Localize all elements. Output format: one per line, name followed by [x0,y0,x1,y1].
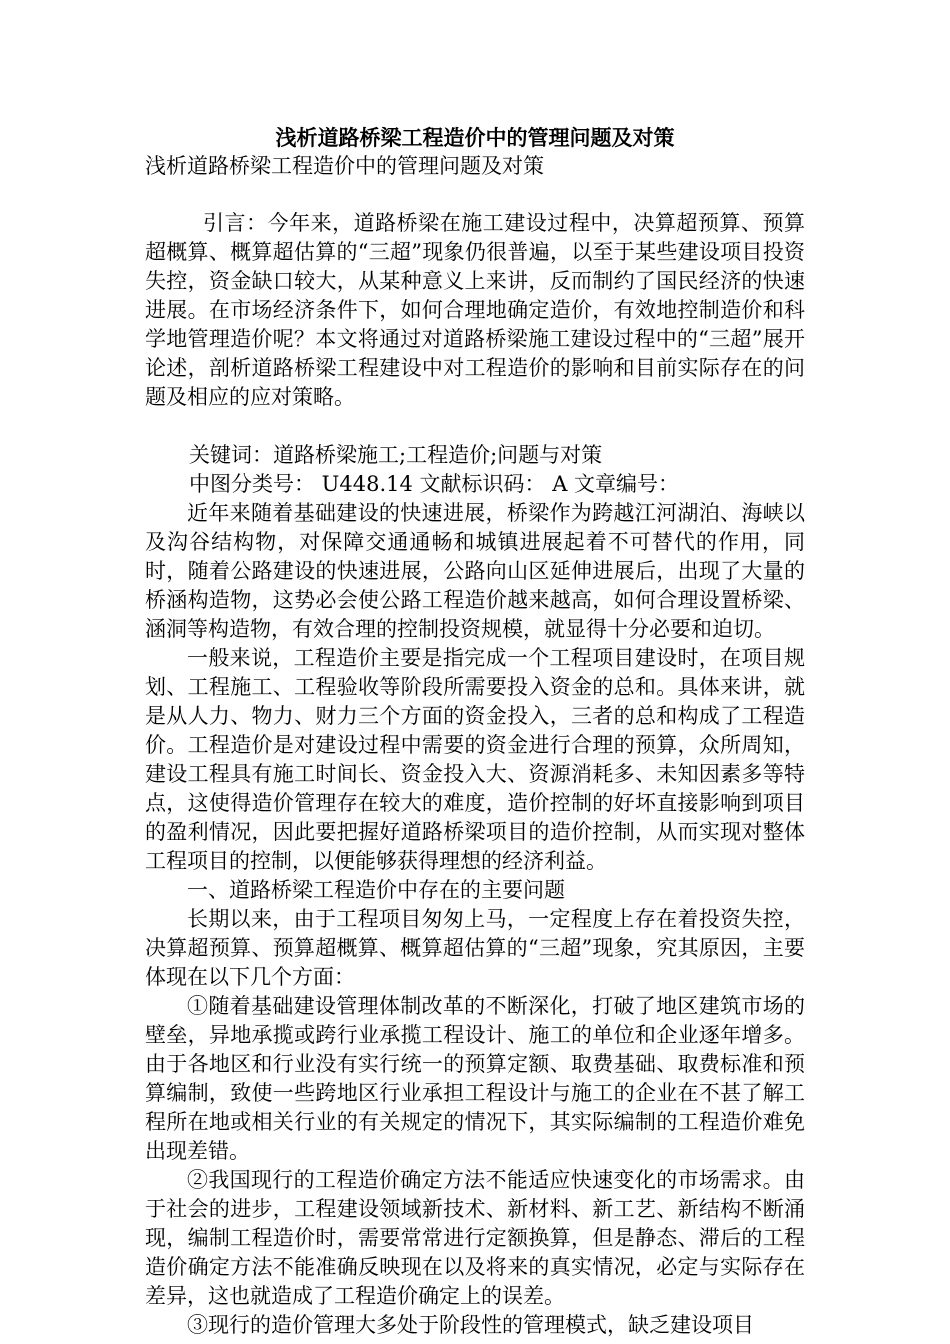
document-subtitle: 浅析道路桥梁工程造价中的管理问题及对策 [145,154,544,178]
classification-line: 中图分类号： U448.14 文献标识码： A 文章编号： [189,472,680,496]
body-paragraph: ②我国现行的工程造价确定方法不能适应快速变化的市场需求。由于社会的进步，工程建设领域新技术、新材料、新工艺、新结构不断涌现，编制工程造价时，需要常常进行定额换算，但是静态、滞后的工程造价确定方法不能准确反映现在以及将来的真实情况，必定与实际存在差异，这也就造成了工程造价确定上的误差。 [145,1168,805,1308]
section-heading: 一、道路桥梁工程造价中存在的主要问题 [187,878,565,902]
body-paragraph: 长期以来，由于工程项目匆匆上马，一定程度上存在着投资失控，决算超预算、预算超概算、概算超估算的“三超”现象，究其原因，主要体现在以下几个方面： [145,907,805,989]
intro-paragraph: 引言：今年来，道路桥梁在施工建设过程中，决算超预算、预算超概算、概算超估算的“三超”现象仍很普遍，以至于某些建设项目投资失控，资金缺口较大，从某种意义上来讲，反而制约了国民经济的快速进展。在市场经济条件下，如何合理地确定造价，有效地控制造价和科学地管理造价呢？本文将通过对道路桥梁施工建设过程中的“三超”展开论述，剖析道路桥梁工程建设中对工程造价的影响和目前实际存在的问题及相应的应对策略。 [145,211,805,409]
spacer [145,412,805,441]
body-paragraph: 一般来说，工程造价主要是指完成一个工程项目建设时，在项目规划、工程施工、工程验收等阶段所需要投入资金的总和。具体来讲，就是从人力、物力、财力三个方面的资金投入，三者的总和构成了工程造价。工程造价是对建设过程中需要的资金进行合理的预算，众所周知，建设工程具有施工时间长、资金投入大、资源消耗多、未知因素多等特点，这使得造价管理存在较大的难度，造价控制的好坏直接影响到项目的盈利情况，因此要把握好道路桥梁项目的造价控制，从而实现对整体工程项目的控制，以便能够获得理想的经济利益。 [145,646,805,873]
body-paragraph: ③现行的造价管理大多处于阶段性的管理模式，缺乏建设项目 [187,1313,754,1337]
document-page [145,124,805,1340]
body-paragraph: ①随着基础建设管理体制改革的不断深化，打破了地区建筑市场的壁垒，异地承揽或跨行业承揽工程设计、施工的单位和企业逐年增多。由于各地区和行业没有实行统一的预算定额、取费基础、取费标准和预算编制，致使一些跨地区行业承担工程设计与施工的企业在不甚了解工程所在地或相关行业的有关规定的情况下，其实际编制的工程造价难免出现差错。 [145,994,805,1163]
document-title: 浅析道路桥梁工程造价中的管理问题及对策 [275,125,675,150]
keywords-line: 关键词：道路桥梁施工;工程造价;问题与对策 [189,443,603,467]
spacer [145,180,805,209]
body-paragraph: 近年来随着基础建设的快速进展，桥梁作为跨越江河湖泊、海峡以及沟谷结构物，对保障交通通畅和城镇进展起着不可替代的作用，同时，随着公路建设的快速进展，公路向山区延伸进展后，出现了大量的桥涵构造物，这势必会使公路工程造价越来越高，如何合理设置桥梁、涵洞等构造物，有效合理的控制投资规模，就显得十分必要和迫切。 [145,501,805,641]
